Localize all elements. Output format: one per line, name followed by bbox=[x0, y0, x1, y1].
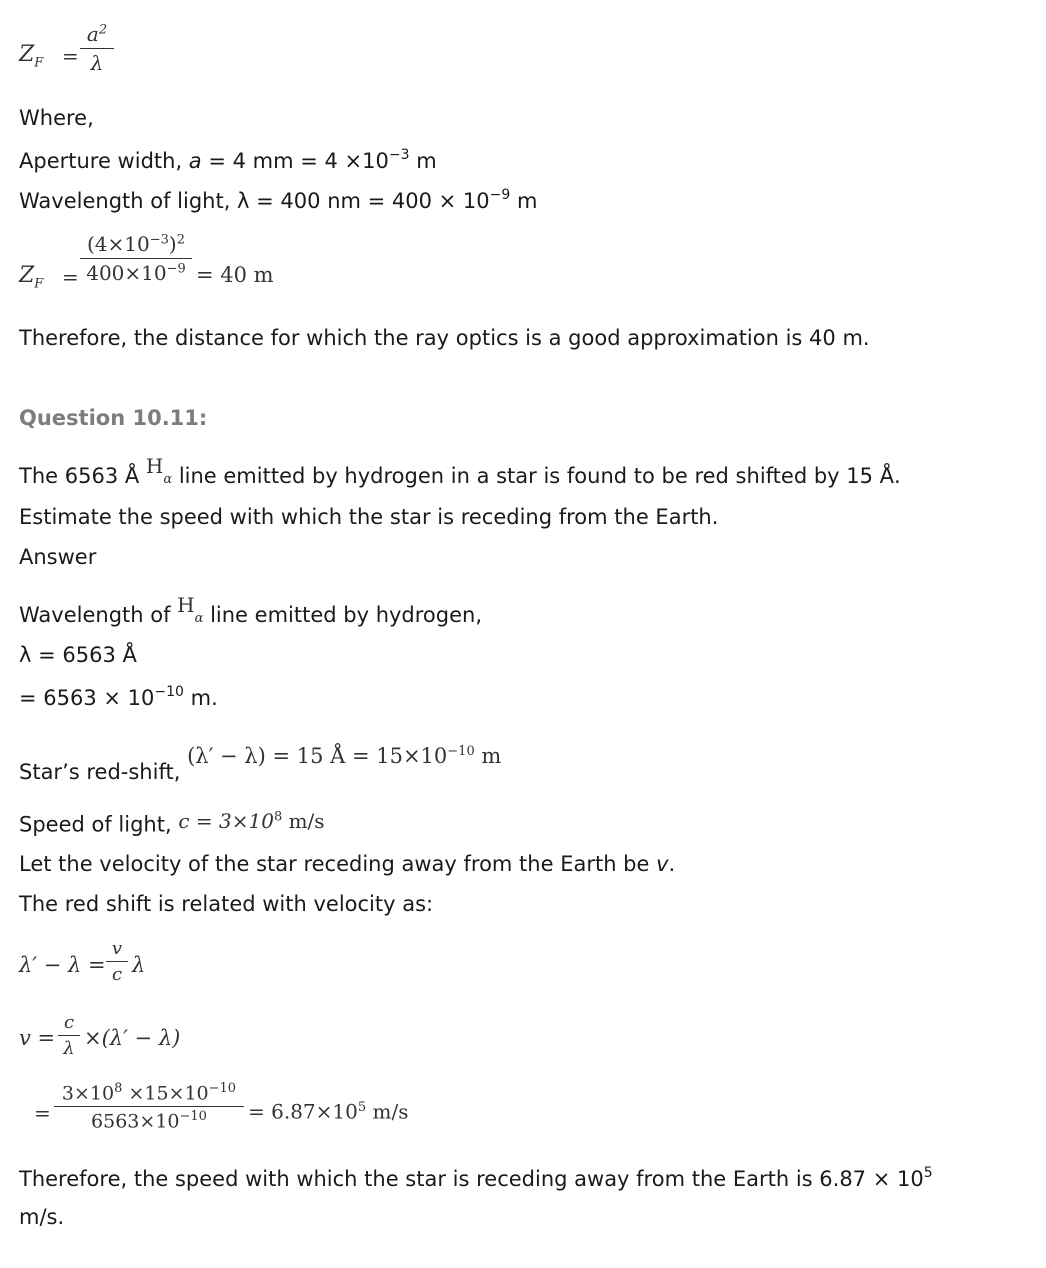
fresnel-lhs: Z bbox=[19, 42, 35, 67]
conclusion-2: Therefore, the speed with which the star is receding away from the Earth is $6.87 \times 10^5$ bbox=[19, 1165, 933, 1191]
answer-label: Answer bbox=[19, 545, 97, 569]
aperture-line: Aperture width, a = 4 mm = $4 \times 10^{-3}$ m bbox=[19, 147, 437, 173]
question-line-2: Estimate the speed with which the star is receding from the Earth. bbox=[19, 505, 719, 529]
conclusion-2-line-2: m/s. bbox=[19, 1205, 65, 1229]
velocity-intro: Let the velocity of the star receding away from the Earth be v. bbox=[19, 852, 676, 876]
fresnel-num-sup: 2 bbox=[98, 22, 108, 38]
lambda-line: λ = 6563 Å bbox=[19, 643, 137, 667]
zf-fraction: $(4\times 10^{-3})^2$ $400\times 10^{-9}$ bbox=[80, 232, 192, 285]
relation-intro: The red shift is related with velocity as: bbox=[19, 892, 434, 916]
fresnel-fraction bbox=[80, 22, 114, 75]
wavelength-line: Wavelength of light, λ = 400 nm = $400 \times 10^{-9}$ m bbox=[19, 187, 538, 213]
conclusion-1: Therefore, the distance for which the ray optics is a good approximation is 40 m. bbox=[19, 326, 870, 350]
fresnel-num: a bbox=[86, 22, 99, 46]
fresnel-eq: = bbox=[62, 44, 79, 68]
where-label: Where, bbox=[19, 106, 94, 130]
question-line-1: The 6563 Å Hα line emitted by hydrogen in a star is found to be red shifted by 15 Å. bbox=[19, 454, 901, 488]
lambda-metres-line: = $6563 \times 10^{-10}$ m. bbox=[19, 684, 218, 710]
fresnel-lhs-sub: F bbox=[34, 55, 44, 71]
zf-result: = 40 m bbox=[196, 263, 274, 287]
fresnel-den: λ bbox=[90, 51, 104, 75]
wavelength-h-line: Wavelength of Hα line emitted by hydrogen, bbox=[19, 593, 483, 627]
question-title: Question 10.11: bbox=[19, 406, 208, 430]
redshift-line: Star’s red-shift, (λ′ − λ) = 15 Å = $15\times 10^{-10}$ m bbox=[19, 744, 502, 784]
speed-light-line: Speed of light, $c = 3\times 10^8$ m/s bbox=[19, 808, 325, 837]
